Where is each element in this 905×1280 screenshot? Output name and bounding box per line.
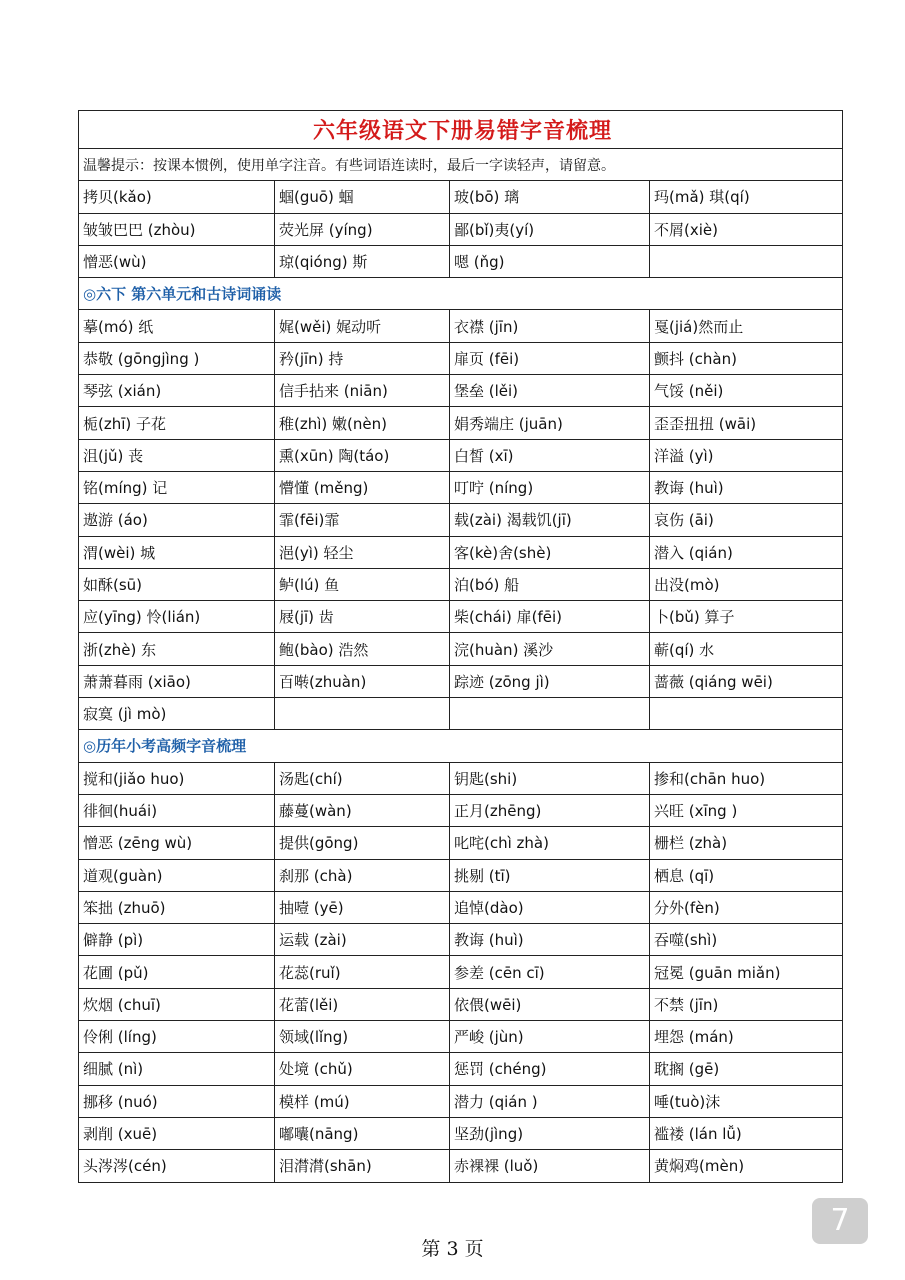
section-heading: ◎六下 第六单元和古诗词诵读 <box>79 278 843 310</box>
word-cell: 蔷薇 (qiáng wēi) <box>650 665 843 697</box>
word-cell: 提供(gōng) <box>275 827 450 859</box>
table-row <box>79 1150 843 1182</box>
word-cell: 寂寞 (jì mò) <box>79 698 275 730</box>
word-cell: 踪迹 (zōng jì) <box>450 665 650 697</box>
word-cell: 玻(bō) 璃 <box>450 181 650 213</box>
word-cell: 浥(yì) 轻尘 <box>275 536 450 568</box>
word-cell: 掺和(chān huo) <box>650 762 843 794</box>
table-row <box>79 827 843 859</box>
word-cell: 笨拙 (zhuō) <box>79 891 275 923</box>
word-cell: 参差 (cēn cī) <box>450 956 650 988</box>
word-cell: 挑剔 (tī) <box>450 859 650 891</box>
title-row <box>79 111 843 149</box>
word-cell <box>650 245 843 277</box>
word-cell: 领域(lǐng) <box>275 1021 450 1053</box>
word-cell: 搅和(jiǎo huo) <box>79 762 275 794</box>
word-cell: 浣(huàn) 溪沙 <box>450 633 650 665</box>
word-cell: 气馁 (něi) <box>650 375 843 407</box>
word-cell: 堡垒 (lěi) <box>450 375 650 407</box>
table-row <box>79 698 843 730</box>
table-row <box>79 1053 843 1085</box>
word-cell: 泪潸潸(shān) <box>275 1150 450 1182</box>
word-cell: 不屑(xiè) <box>650 213 843 245</box>
word-cell: 洋溢 (yì) <box>650 439 843 471</box>
word-cell: 唾(tuò)沫 <box>650 1085 843 1117</box>
word-cell: 沮(jǔ) 丧 <box>79 439 275 471</box>
word-cell: 客(kè)舍(shè) <box>450 536 650 568</box>
word-cell: 剥削 (xuē) <box>79 1117 275 1149</box>
word-cell: 恭敬 (gōngjìng ) <box>79 342 275 374</box>
word-cell: 娟秀端庄 (juān) <box>450 407 650 439</box>
table-row <box>79 310 843 342</box>
word-cell: 赤裸裸 (luǒ) <box>450 1150 650 1182</box>
word-cell: 汤匙(chí) <box>275 762 450 794</box>
word-cell: 坚劲(jìng) <box>450 1117 650 1149</box>
section-row <box>79 730 843 762</box>
word-cell: 拷贝(kǎo) <box>79 181 275 213</box>
table-row <box>79 891 843 923</box>
word-cell: 泊(bó) 船 <box>450 568 650 600</box>
word-cell: 伶俐 (líng) <box>79 1021 275 1053</box>
word-cell: 正月(zhēng) <box>450 794 650 826</box>
word-cell: 萧萧暮雨 (xiāo) <box>79 665 275 697</box>
word-cell: 道观(guàn) <box>79 859 275 891</box>
word-cell: 吞噬(shì) <box>650 924 843 956</box>
table-row <box>79 245 843 277</box>
pronunciation-table <box>78 110 843 1183</box>
section-heading: ◎历年小考高频字音梳理 <box>79 730 843 762</box>
word-cell: 鲈(lú) 鱼 <box>275 568 450 600</box>
table-row <box>79 568 843 600</box>
word-cell: 遨游 (áo) <box>79 504 275 536</box>
word-cell <box>275 698 450 730</box>
table-row <box>79 342 843 374</box>
word-cell <box>650 698 843 730</box>
word-cell: 霏(fēi)霏 <box>275 504 450 536</box>
word-cell: 模样 (mú) <box>275 1085 450 1117</box>
word-cell: 褴褛 (lán lǚ) <box>650 1117 843 1149</box>
table-row <box>79 1085 843 1117</box>
word-cell: 分外(fèn) <box>650 891 843 923</box>
table-row <box>79 439 843 471</box>
word-cell: 矜(jīn) 持 <box>275 342 450 374</box>
word-cell: 衣襟 (jīn) <box>450 310 650 342</box>
word-cell: 卜(bǔ) 算子 <box>650 601 843 633</box>
word-cell: 玛(mǎ) 琪(qí) <box>650 181 843 213</box>
word-cell: 琴弦 (xián) <box>79 375 275 407</box>
word-cell: 钥匙(shi) <box>450 762 650 794</box>
word-cell: 栖息 (qī) <box>650 859 843 891</box>
table-row <box>79 601 843 633</box>
table-row <box>79 956 843 988</box>
word-cell: 严峻 (jùn) <box>450 1021 650 1053</box>
word-cell: 嗯 (ňg) <box>450 245 650 277</box>
section-row <box>79 278 843 310</box>
word-cell: 柴(chái) 扉(fēi) <box>450 601 650 633</box>
table-row <box>79 859 843 891</box>
word-cell: 抽噎 (yē) <box>275 891 450 923</box>
word-cell: 铭(míng) 记 <box>79 471 275 503</box>
word-cell: 娓(wěi) 娓动听 <box>275 310 450 342</box>
table-row <box>79 536 843 568</box>
word-cell: 挪移 (nuó) <box>79 1085 275 1117</box>
word-cell: 白皙 (xī) <box>450 439 650 471</box>
word-cell: 花蕊(ruǐ) <box>275 956 450 988</box>
table-row <box>79 988 843 1020</box>
word-cell: 炊烟 (chuī) <box>79 988 275 1020</box>
word-cell: 蕲(qí) 水 <box>650 633 843 665</box>
word-cell: 埋怨 (mán) <box>650 1021 843 1053</box>
word-cell: 僻静 (pì) <box>79 924 275 956</box>
word-cell: 潜力 (qián ) <box>450 1085 650 1117</box>
word-cell: 哀伤 (āi) <box>650 504 843 536</box>
word-cell: 头涔涔(cén) <box>79 1150 275 1182</box>
word-cell: 皱皱巴巴 (zhòu) <box>79 213 275 245</box>
word-cell: 黄焖鸡(mèn) <box>650 1150 843 1182</box>
word-cell: 懵懂 (měng) <box>275 471 450 503</box>
word-cell: 颤抖 (chàn) <box>650 342 843 374</box>
word-cell: 荧光屏 (yíng) <box>275 213 450 245</box>
word-cell: 鄙(bǐ)夷(yí) <box>450 213 650 245</box>
word-cell: 刹那 (chà) <box>275 859 450 891</box>
word-cell: 屐(jī) 齿 <box>275 601 450 633</box>
word-cell: 徘徊(huái) <box>79 794 275 826</box>
tip-text: 温馨提示：按课本惯例，使用单字注音。有些词语连读时，最后一字读轻声，请留意。 <box>79 149 843 181</box>
table-row <box>79 665 843 697</box>
word-cell: 追悼(dào) <box>450 891 650 923</box>
page-title: 六年级语文下册易错字音梳理 <box>79 111 843 149</box>
tip-row <box>79 149 843 181</box>
word-cell: 如酥(sū) <box>79 568 275 600</box>
word-cell: 稚(zhì) 嫩(nèn) <box>275 407 450 439</box>
word-cell: 依偎(wēi) <box>450 988 650 1020</box>
word-cell <box>450 698 650 730</box>
table-row <box>79 375 843 407</box>
word-cell: 蝈(guō) 蝈 <box>275 181 450 213</box>
word-cell: 栀(zhī) 子花 <box>79 407 275 439</box>
table-row <box>79 1117 843 1149</box>
table-row <box>79 471 843 503</box>
word-cell: 细腻 (nì) <box>79 1053 275 1085</box>
word-cell: 不禁 (jīn) <box>650 988 843 1020</box>
page-badge: 7 <box>812 1198 868 1244</box>
word-cell: 出没(mò) <box>650 568 843 600</box>
word-cell: 处境 (chǔ) <box>275 1053 450 1085</box>
word-cell: 应(yīng) 怜(lián) <box>79 601 275 633</box>
word-cell: 兴旺 (xīng ) <box>650 794 843 826</box>
word-cell: 耽搁 (gē) <box>650 1053 843 1085</box>
word-cell: 栅栏 (zhà) <box>650 827 843 859</box>
page-number: 第 3 页 <box>421 1238 484 1260</box>
word-cell: 信手拈来 (niān) <box>275 375 450 407</box>
word-cell: 冠冕 (guān miǎn) <box>650 956 843 988</box>
word-cell: 花蕾(lěi) <box>275 988 450 1020</box>
word-cell: 摹(mó) 纸 <box>79 310 275 342</box>
word-cell: 歪歪扭扭 (wāi) <box>650 407 843 439</box>
word-cell: 浙(zhè) 东 <box>79 633 275 665</box>
word-cell: 鲍(bào) 浩然 <box>275 633 450 665</box>
word-cell: 潜入 (qián) <box>650 536 843 568</box>
word-cell: 藤蔓(wàn) <box>275 794 450 826</box>
word-cell: 戛(jiá)然而止 <box>650 310 843 342</box>
word-cell: 百啭(zhuàn) <box>275 665 450 697</box>
word-cell: 琼(qióng) 斯 <box>275 245 450 277</box>
word-cell: 叱咤(chì zhà) <box>450 827 650 859</box>
word-cell: 花圃 (pǔ) <box>79 956 275 988</box>
word-cell: 扉页 (fēi) <box>450 342 650 374</box>
table-row <box>79 633 843 665</box>
table-row <box>79 1021 843 1053</box>
word-cell: 载(zài) 渴载饥(jī) <box>450 504 650 536</box>
word-cell: 叮咛 (níng) <box>450 471 650 503</box>
word-cell: 嘟囔(nāng) <box>275 1117 450 1149</box>
table-row <box>79 504 843 536</box>
word-cell: 教诲 (huì) <box>450 924 650 956</box>
word-cell: 憎恶 (zēng wù) <box>79 827 275 859</box>
word-cell: 惩罚 (chéng) <box>450 1053 650 1085</box>
table-row <box>79 924 843 956</box>
word-cell: 运载 (zài) <box>275 924 450 956</box>
table-row <box>79 213 843 245</box>
table-row <box>79 762 843 794</box>
word-cell: 熏(xūn) 陶(táo) <box>275 439 450 471</box>
table-row <box>79 181 843 213</box>
table-row <box>79 794 843 826</box>
word-cell: 教诲 (huì) <box>650 471 843 503</box>
word-cell: 渭(wèi) 城 <box>79 536 275 568</box>
word-cell: 憎恶(wù) <box>79 245 275 277</box>
table-row <box>79 407 843 439</box>
